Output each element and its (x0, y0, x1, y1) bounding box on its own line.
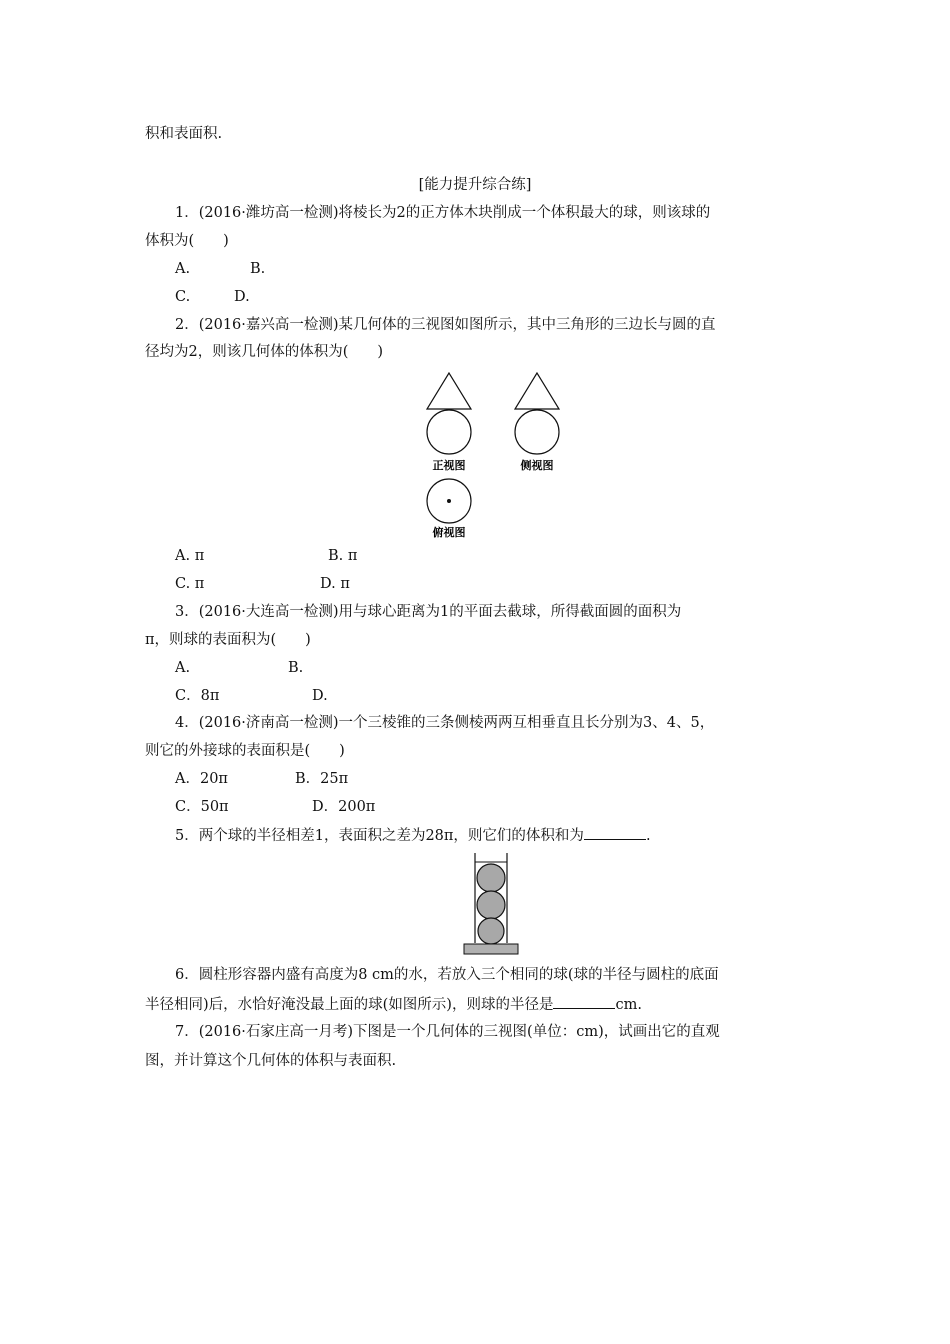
section-title: [能力提升综合练] (418, 177, 532, 193)
q3-option-c: C．8π (175, 688, 220, 704)
q4-option-d: D．200π (312, 799, 376, 815)
q6-line2 (145, 994, 642, 1015)
q5-line1 (175, 825, 651, 846)
q4-option-a: A．20π (175, 771, 228, 787)
q2-option-a: A. π (175, 548, 205, 564)
q3-option-b: B. (288, 660, 304, 676)
q6-line1: 6．圆柱形容器内盛有高度为8 cm的水，若放入三个相同的球(球的半径与圆柱的底面 (175, 967, 719, 983)
top-view-label: 俯视图 (432, 526, 466, 539)
front-view-triangle (427, 373, 471, 409)
q3-option-a: A. (175, 660, 191, 676)
side-view-triangle (515, 373, 559, 409)
q3-line2: π，则球的表面积为( ) (145, 632, 311, 648)
q2-option-c: C. π (175, 576, 205, 592)
q7-line1: 7．(2016·石家庄高一月考)下图是一个几何体的三视图(单位：cm)，试画出它的直观 (175, 1024, 720, 1040)
q1-option-b: B. (250, 261, 266, 277)
q6-answer-blank[interactable] (553, 994, 615, 1009)
q5-answer-blank[interactable] (584, 825, 646, 840)
cylinder-spheres-figure (460, 850, 524, 960)
q6-text: 半径相同)后，水恰好淹没最上面的球(如图所示)，则球的半径是 (145, 997, 554, 1013)
three-views-figure (415, 365, 575, 545)
side-view-label: 侧视图 (520, 459, 554, 472)
q3-line1: 3．(2016·大连高一检测)用与球心距离为1的平面去截球，所得截面圆的面积为 (175, 604, 682, 620)
front-view-label: 正视图 (432, 459, 466, 472)
q4-option-c: C．50π (175, 799, 229, 815)
q3-option-d: D. (312, 688, 328, 704)
sphere-top (477, 864, 505, 892)
cylinder-base (464, 944, 518, 954)
q7-line2: 图，并计算这个几何体的体积与表面积. (145, 1053, 397, 1069)
q1-line2: 体积为( ) (145, 233, 229, 249)
q2-line2: 径均为2，则该几何体的体积为( ) (145, 344, 384, 360)
intro-tail: 积和表面积. (145, 126, 223, 142)
side-view-circle (515, 410, 559, 454)
q1-line1: 1．(2016·潍坊高一检测)将棱长为2的正方体木块削成一个体积最大的球，则该球的 (175, 205, 711, 221)
q5-text-end: . (645, 828, 651, 844)
sphere-bottom (478, 918, 504, 944)
q1-option-c: C. (175, 289, 191, 305)
q2-option-d: D. π (320, 576, 350, 592)
q1-option-a: A. (175, 261, 191, 277)
q4-option-b: B．25π (295, 771, 349, 787)
q4-line1: 4．(2016·济南高一检测)一个三棱锥的三条侧棱两两互相垂直且长分别为3、4、5， (175, 715, 715, 731)
q2-option-b: B. π (328, 548, 358, 564)
q1-option-d: D. (234, 289, 250, 305)
q6-text-end: cm. (615, 997, 642, 1013)
top-view-center-dot (447, 499, 451, 503)
sphere-middle (477, 891, 505, 919)
q5-text: 5．两个球的半径相差1，表面积之差为28π，则它们的体积和为 (175, 828, 584, 844)
q2-line1: 2．(2016·嘉兴高一检测)某几何体的三视图如图所示，其中三角形的三边长与圆的直 (175, 317, 716, 333)
front-view-circle (427, 410, 471, 454)
q4-line2: 则它的外接球的表面积是( ) (145, 743, 345, 759)
